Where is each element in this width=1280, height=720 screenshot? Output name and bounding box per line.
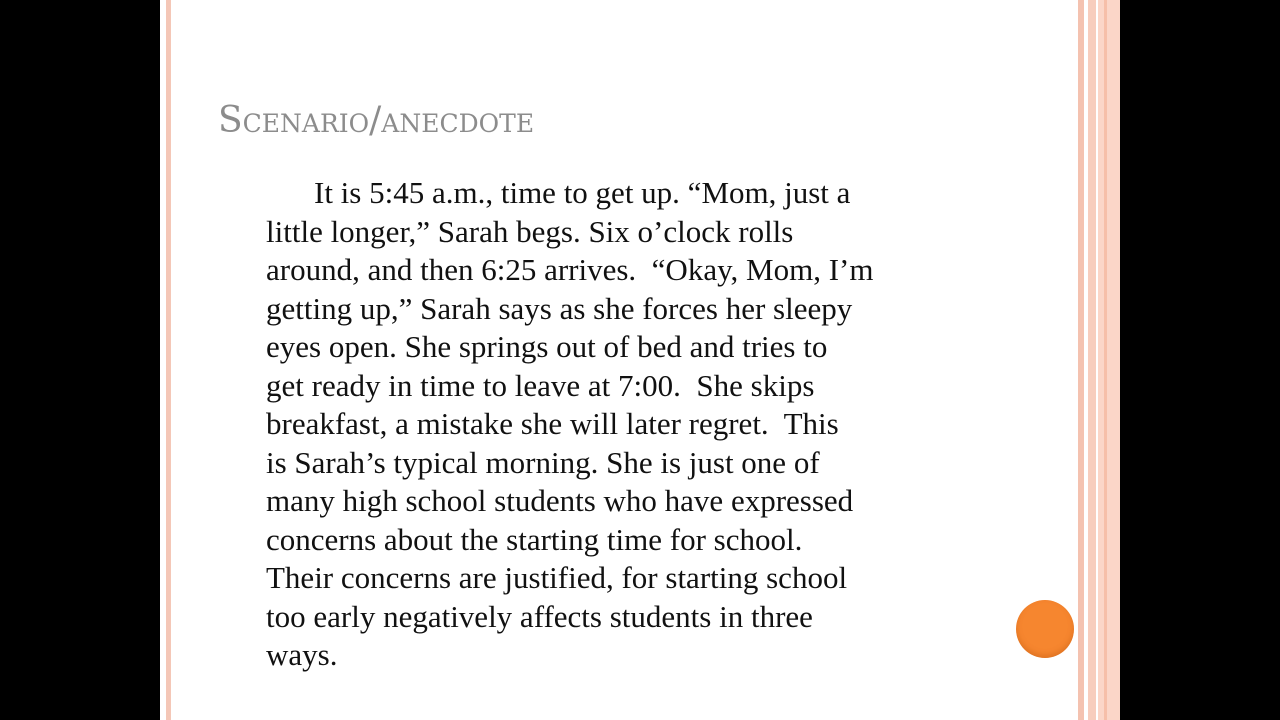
body-line: eyes open. She springs out of bed and tries to [266, 329, 828, 364]
body-line: ways. [266, 637, 338, 672]
body-line: is Sarah’s typical morning. She is just one of [266, 444, 820, 480]
body-line: It is 5:45 a.m., time to get up. “Mom, just a [314, 175, 851, 210]
body-line: getting up,” Sarah says as she forces her sleepy [266, 290, 853, 326]
body-line: too early negatively affects students in three [266, 598, 813, 634]
left-accent-stripe [166, 0, 171, 720]
body-line: concerns about the starting time for school. [266, 521, 803, 557]
right-accent-stripe [1088, 0, 1096, 720]
slide-body [266, 174, 1006, 675]
slide [160, 0, 1120, 720]
right-accent-stripe [1104, 0, 1107, 720]
body-line: many high school students who have expressed [266, 483, 854, 518]
orange-circle-icon[interactable] [1016, 600, 1074, 658]
right-accent-stripe [1078, 0, 1084, 720]
right-accent-stripe [1098, 0, 1120, 720]
body-line: around, and then 6:25 arrives. “Okay, Mom, I’m [266, 252, 874, 287]
body-line: breakfast, a mistake she will later regret. This [266, 406, 839, 441]
body-line: get ready in time to leave at 7:00. She skips [266, 367, 815, 403]
body-line: little longer,” Sarah begs. Six o’clock rolls [266, 213, 794, 249]
slide-title: Scenario/anecdote [218, 100, 535, 141]
body-line: Their concerns are justified, for starting school [266, 560, 848, 595]
